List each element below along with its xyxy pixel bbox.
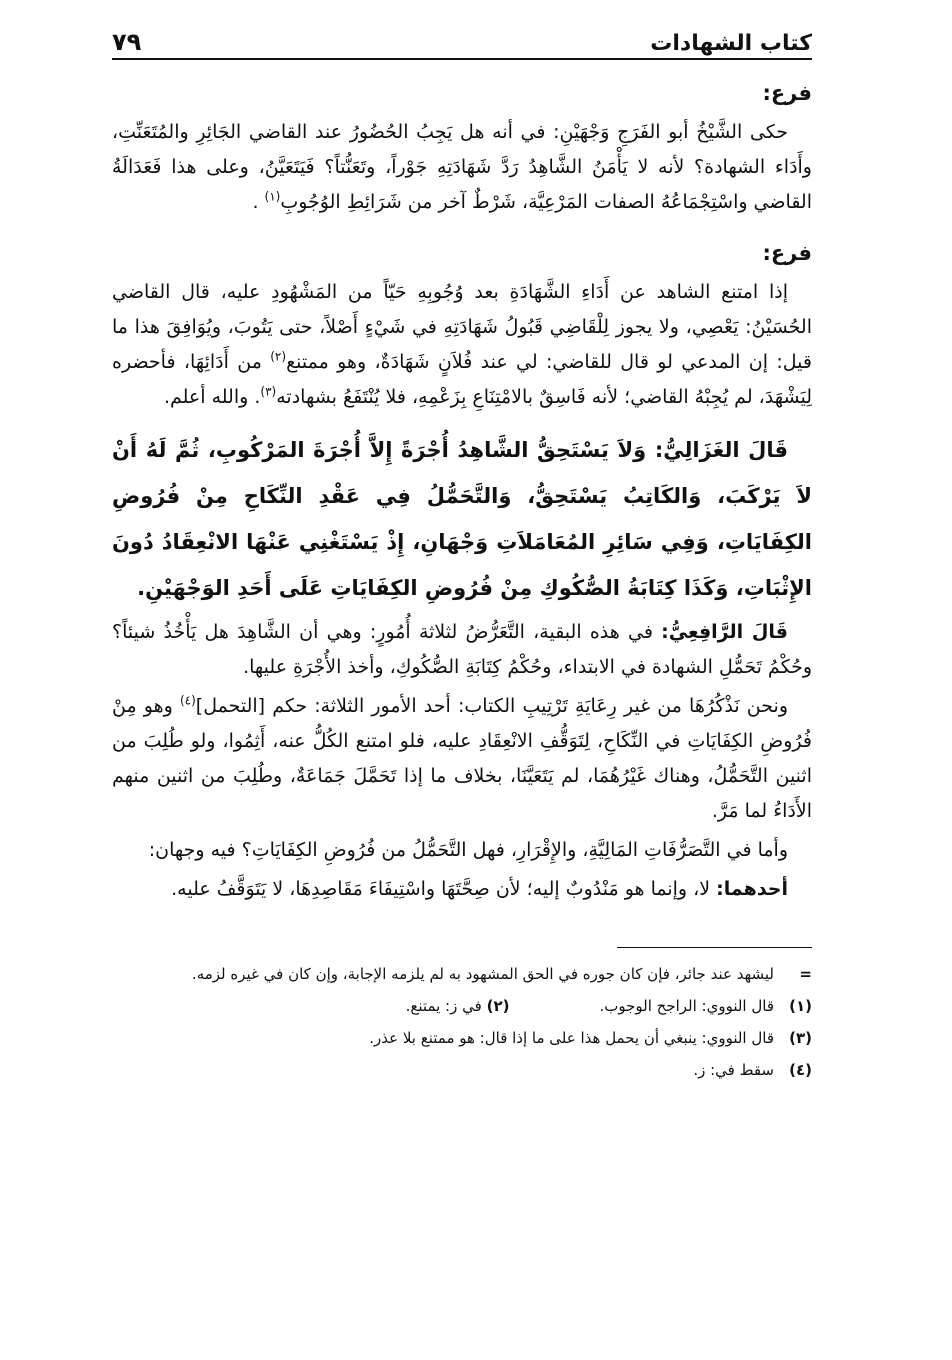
running-header xyxy=(112,20,812,60)
ghazali-matn xyxy=(112,427,812,611)
ahaduhuma-text: لا، وإنما هو مَنْدُوبٌ إليه؛ لأن صِحَّتَهَا واسْتِيفَاءَ مَقَاصِدِهَا، لا يَتَوَقَّفُ عليه. xyxy=(171,878,711,900)
paragraph-text: ونحن نَذْكُرُهَا من غير رِعَايَةِ تَرْتِيبِ الكتاب: أحد الأمور الثلاثة: حكم [التحمل] xyxy=(195,695,788,717)
main-text xyxy=(112,76,812,907)
footnote-ref-1[interactable]: (١) xyxy=(264,189,281,204)
ghazali-text: وَلاَ يَسْتَحِقُّ الشَّاهِدُ أُجْرَةً إِلاَّ أُجْرَةَ المَرْكُوبِ، ثُمَّ لَهُ أَنْ لاَ يَرْكَبَ، وَالكَاتِبُ يَسْتَحِقُّ، وَالتَّحَمُّلُ فِي عَقْدِ النِّكَاحِ مِنْ فُرُوضِ الكِفَايَاتِ، وَفِي سَائِرِ المُعَامَلاَتِ وَجْهَانِ، إِذْ يَسْتَغْنِي عَنْهَا الانْعِقَادُ دُونَ الإِثْبَاتِ، وَكَذَا كِتَابَةُ الصُّكُوكِ مِنْ فُرُوضِ الكِفَايَاتِ عَلَى أَحَدِ الوَجْهَيْنِ. xyxy=(112,438,812,600)
section-heading-far1: فرع: xyxy=(762,81,812,105)
paragraph-tail: . والله أعلم. xyxy=(163,386,261,408)
footnote-text: قال النووي: ينبغي أن يحمل هذا على ما إذا قال: هو ممتنع بلا عذر. xyxy=(369,1029,774,1047)
book-title: كتاب الشهادات xyxy=(650,31,812,56)
continuation-mark: = xyxy=(799,965,812,983)
footnote-separator xyxy=(617,947,812,948)
paragraph-far1 xyxy=(112,115,812,220)
footnote-ref-4[interactable]: (٤) xyxy=(179,693,196,708)
footnote-text: سقط في: ز. xyxy=(693,1061,774,1079)
paragraph-text: حكى الشَّيْخُ أبو الفَرَجِ وَجْهَيْنِ: في أنه هل يَجِبُ الحُضُورُ عند القاضي الجَائِرِ والمُتَعَنِّتِ، وأَدَاء الشهادة؟ لأنه لا يَأْمَنُ الشَّاهِدُ رَدَّ شَهَادَتِهِ جَوْراً، وتَعَنُّتاً؟ فَيَتَعَيَّنُ، وعلى هذا فَعَدَالَةُ القاضي واسْتِجْمَاعُهُ الصفات المَرْعِيَّة، شَرْطٌ آخر من شَرَائِطِ الوُجُوبِ xyxy=(112,121,812,213)
footnotes xyxy=(112,958,812,1086)
paragraph-amma: وأما في التَّصَرُّفَاتِ المَالِيَّةِ، والإِقْرَارِ، فهل التَّحَمُّلُ من فُرُوضِ الكِفَايَاتِ؟ فيه وجهان: xyxy=(148,839,788,861)
footnote-continuation xyxy=(112,958,812,990)
paragraph-tail: . xyxy=(252,191,259,213)
page-number: ٧٩ xyxy=(112,28,142,56)
section-heading-far2: فرع: xyxy=(762,241,812,265)
paragraph-text-continued: وهو مِنْ فُرُوضِ الكِفَايَاتِ في النِّكَاحِ، لِتَوَقُّفِ الانْعِقَادِ عليه، فلو امتنع الكُلُّ عنه، أَثِمُوا، ولو طُلِبَ من اثنين التَّحَمُّلُ، وهناك غَيْرُهُمَا، لم يَتَعَيَّنَا، بخلاف ما إذا تَحَمَّلَ جَمَاعَةٌ، وطُلِبَ من اثنين منهم الأَدَاءُ لما مَرَّ. xyxy=(112,695,812,822)
footnote-text: قال النووي: الراجح الوجوب. xyxy=(599,997,774,1015)
footnote-number: (٢) xyxy=(486,997,510,1015)
footnote-number: (١) xyxy=(789,997,812,1015)
rafii-commentary xyxy=(112,615,812,685)
footnote-number: (٤) xyxy=(789,1061,812,1079)
footnote-ref-3[interactable]: (٣) xyxy=(260,384,277,399)
paragraph-text: إذا امتنع الشاهد عن أَدَاءِ الشَّهَادَةِ بعد وُجُوبِهِ حَيّاً من المَشْهُودِ عليه، قال القاضي الحُسَيْنُ: يَعْصِي، ولا يجوز لِلْقَاضِي قَبُولُ شَهَادَتِهِ في شَيْءٍ أَصْلاً، حتى يَتُوبَ، ويُوَافِقَ هذا ما قيل: إن المدعي لو قال للقاضي: لي عند فُلاَنٍ شَهَادَةٌ، وهو ممتنع xyxy=(112,281,812,373)
paragraph-text-continued: من أَدَائِهَا، فأحضره لِيَشْهَدَ، لم يُجِبْهُ القاضي؛ لأنه فَاسِقٌ بالامْتِنَاعِ بِزَعْمِهِ، فلا يُنْتَفَعُ بشهادته xyxy=(112,351,812,408)
rafii-text: في هذه البقية، التَّعَرُّضُ لثلاثة أُمُورٍ: وهي أن الشَّاهِدَ هل يَأْخُذُ شيئاً؟ وحُكْمُ تَحَمُّلِ الشهادة في الابتداء، وحُكْمُ كِتَابَةِ الصُّكُوكِ، وأخذ الأُجْرَةِ عليها. xyxy=(112,621,812,678)
paragraph-far2 xyxy=(112,275,812,415)
ahaduhuma-lead: أحدهما: xyxy=(716,878,788,900)
footnote-number: (٣) xyxy=(789,1029,812,1047)
footnote-row-1-2 xyxy=(112,990,812,1022)
footnote-ref-2[interactable]: (٢) xyxy=(270,349,287,364)
paragraph-nahnu xyxy=(112,689,812,829)
footnote-text: في ز: يمتنع. xyxy=(405,997,482,1015)
footnote-4 xyxy=(112,1054,812,1086)
ghazali-lead: قَالَ الغَزَالِيُّ: xyxy=(654,438,788,462)
rafii-lead: قَالَ الرَّافِعِيُّ: xyxy=(661,621,788,643)
paragraph-ahaduhuma xyxy=(112,872,812,907)
footnote-3 xyxy=(112,1022,812,1054)
footnote-text: ليشهد عند جائر، فإن كان جوره في الحق المشهود به لم يلزمه الإجابة، وإن كان في غيره لزمه. xyxy=(191,965,774,983)
